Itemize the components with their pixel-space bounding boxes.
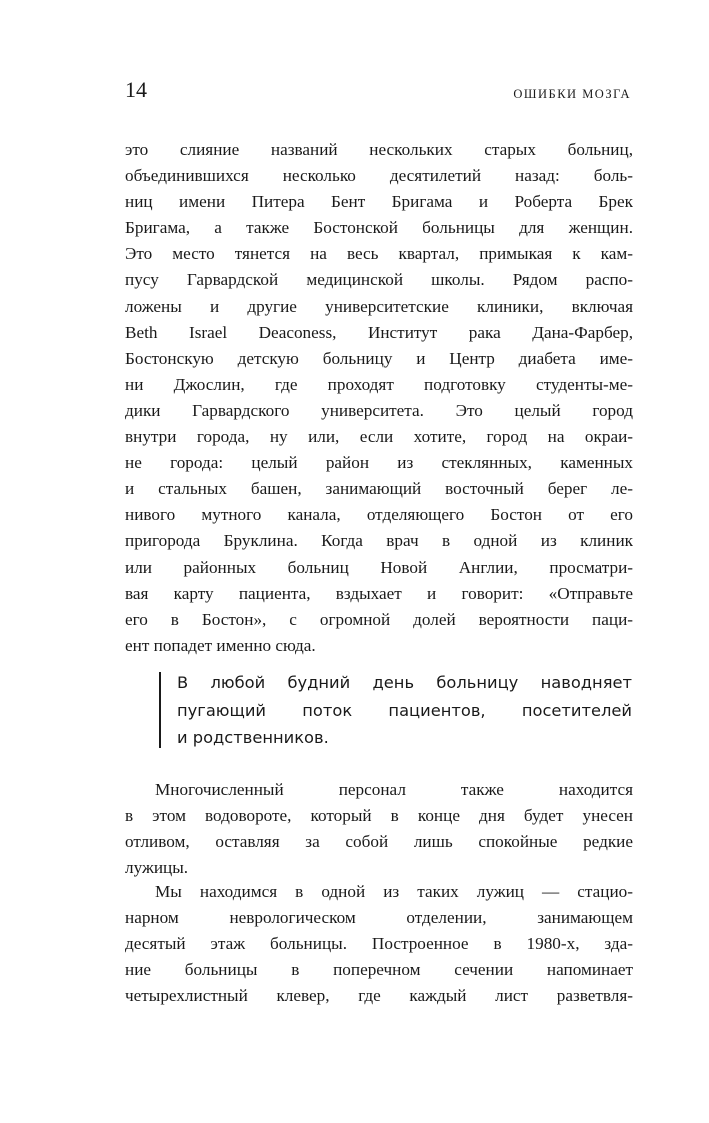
text-line: внутри города, ну или, если хотите, город на окраи-: [125, 427, 633, 447]
running-head: ОШИБКИ МОЗГА: [513, 87, 631, 101]
text-line: Бостонскую детскую больницу и Центр диабета име-: [125, 348, 633, 368]
pullquote-line: пугающий поток пациентов, посетителей: [177, 700, 632, 720]
text-line: пусу Гарвардской медицинской школы. Рядом распо-: [125, 270, 633, 290]
text-line: ние больницы в поперечном сечении напоминает: [125, 960, 633, 980]
text-line: нивого мутного канала, отделяющего Бостон от его: [125, 505, 633, 525]
text-line: Многочисленный персонал также находится: [155, 780, 633, 799]
text-line: не города: целый район из стеклянных, каменных: [125, 453, 633, 473]
text-line: его в Бостон», с огромной долей вероятности паци-: [125, 609, 633, 629]
text-line: отливом, оставляя за собой лишь спокойные редкие: [125, 832, 633, 852]
pullquote-line: В любой будний день больницу наводняет: [177, 673, 632, 692]
page-number: 14: [125, 77, 147, 102]
text-line: Мы находимся в одной из таких лужиц — стацио-: [155, 882, 633, 901]
text-line: Бригама, а также Бостонской больницы для женщин.: [125, 218, 633, 238]
text-line: дики Гарвардского университета. Это целый город: [125, 400, 633, 420]
text-line: ни Джослин, где проходят подготовку студенты-ме-: [125, 374, 633, 394]
text-line: четырехлистный клевер, где каждый лист разветвля-: [125, 986, 633, 1006]
text-line: десятый этаж больницы. Построенное в 1980-х, зда-: [125, 934, 633, 954]
pullquote-rule: [159, 672, 161, 748]
text-line: это слияние названий нескольких старых больниц,: [125, 140, 633, 159]
body-paragraph-2: [125, 777, 633, 881]
text-line: Beth Israel Deaconess, Институт рака Дана-Фарбер,: [125, 322, 633, 342]
text-line: в этом водовороте, который в конце дня будет унесен: [125, 806, 633, 826]
text-line: нарном неврологическом отделении, занимающем: [125, 908, 633, 928]
pullquote: [177, 669, 632, 752]
body-paragraph-3: [125, 879, 633, 1009]
text-line: Это место тянется на весь квартал, примыкая к кам-: [125, 244, 633, 264]
text-line: и стальных башен, занимающий восточный берег ле-: [125, 479, 633, 499]
text-line: вая карту пациента, вздыхает и говорит: «Отправьте: [125, 583, 633, 603]
text-line: объединившихся несколько десятилетий назад: боль-: [125, 166, 633, 186]
text-line: ниц имени Питера Бент Бригама и Роберта Брек: [125, 192, 633, 212]
text-line: или районных больниц Новой Англии, просматри-: [125, 557, 633, 577]
pullquote-line: и родственников.: [177, 728, 329, 747]
text-line: ложены и другие университетские клиники, включая: [125, 296, 633, 316]
text-line: ент попадет именно сюда.: [125, 635, 316, 655]
text-line: лужицы.: [125, 858, 189, 878]
body-paragraph-1: [125, 137, 633, 659]
text-line: пригорода Бруклина. Когда врач в одной из клиник: [125, 531, 633, 551]
